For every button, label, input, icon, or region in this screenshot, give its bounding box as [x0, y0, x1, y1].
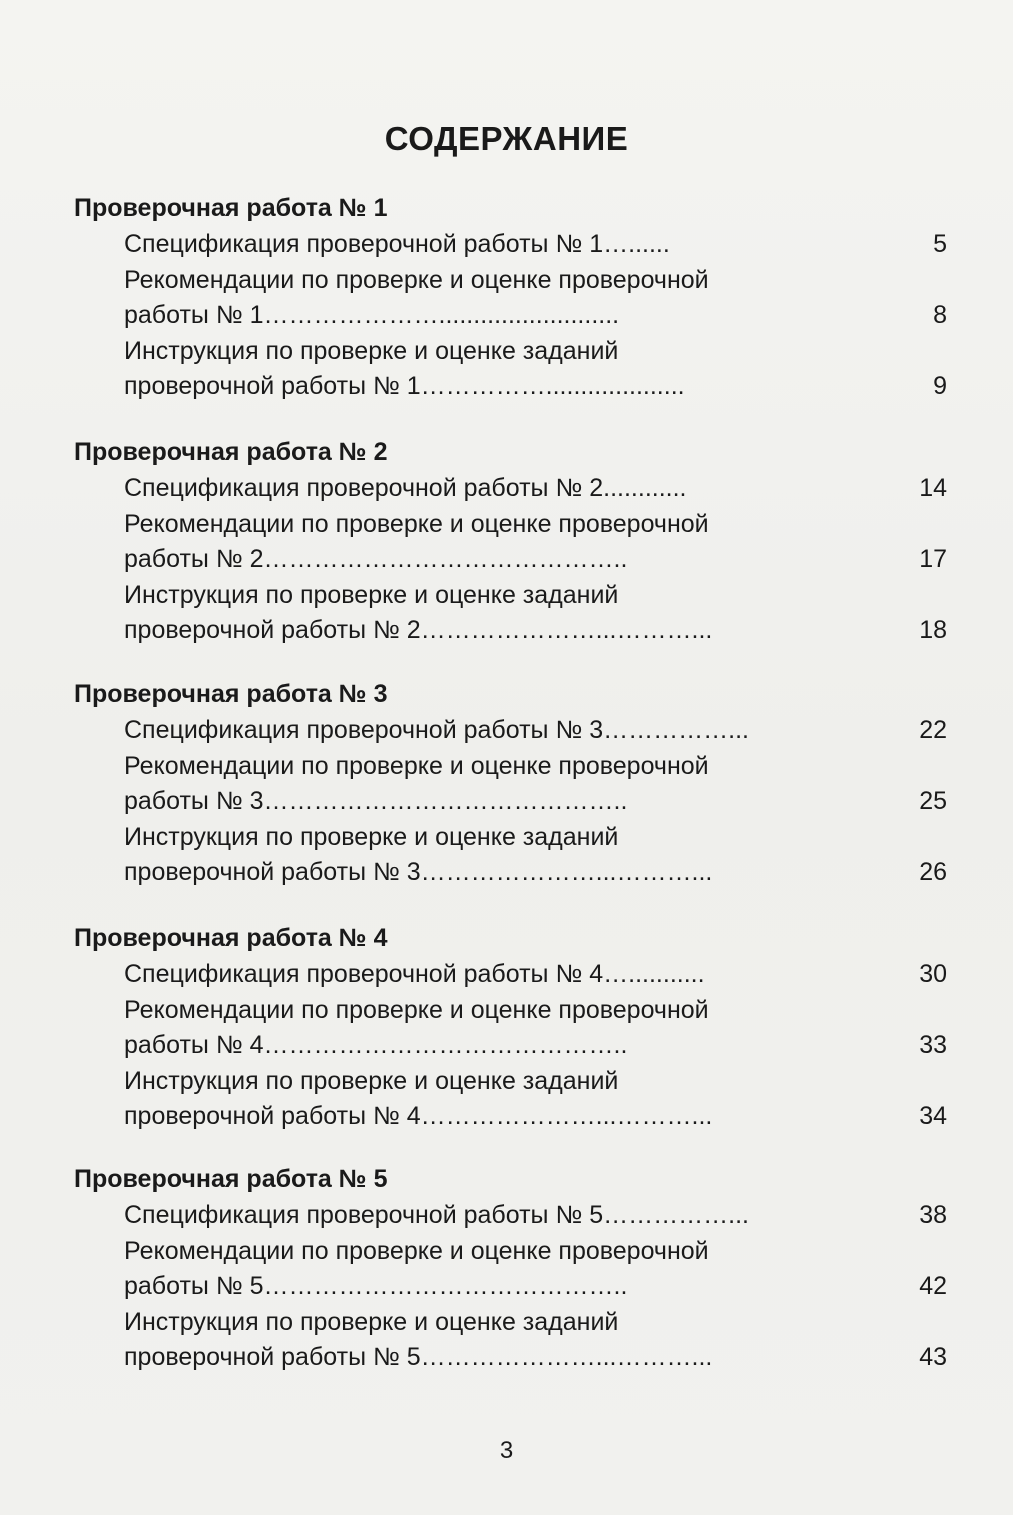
page-number: 9 — [933, 372, 947, 400]
toc-entry-line: работы № 3…………………………………….. — [124, 787, 628, 815]
page-title: СОДЕРЖАНИЕ — [384, 120, 629, 157]
page-number: 25 — [919, 787, 947, 815]
toc-entry-line: Рекомендации по проверке и оценке проверочной — [124, 752, 709, 780]
page-number: 5 — [933, 230, 947, 258]
toc-entry-line: работы № 5…………………………………….. — [124, 1272, 628, 1300]
page-number: 42 — [919, 1272, 947, 1300]
toc-entry-line: Рекомендации по проверке и оценке проверочной — [124, 1237, 709, 1265]
toc-entry-line: Инструкция по проверке и оценке заданий — [124, 337, 619, 365]
toc-entry-line: Инструкция по проверке и оценке заданий — [124, 1308, 619, 1336]
section-heading: Проверочная работа № 5 — [74, 1165, 388, 1193]
toc-entry-line: Спецификация проверочной работы № 4…........... — [124, 960, 705, 988]
toc-entry-line: работы № 4…………………………………….. — [124, 1031, 628, 1059]
page-number: 38 — [919, 1201, 947, 1229]
toc-entry-line: Спецификация проверочной работы № 2............ — [124, 474, 687, 502]
toc-entry-line: Инструкция по проверке и оценке заданий — [124, 1067, 619, 1095]
toc-entry-line: проверочной работы № 2…………………...………... — [124, 616, 713, 644]
section-heading: Проверочная работа № 3 — [74, 680, 388, 708]
toc-entry-line: проверочной работы № 4…………………...………... — [124, 1102, 713, 1130]
page-number: 26 — [919, 858, 947, 886]
toc-entry-line: проверочной работы № 5…………………...………... — [124, 1343, 713, 1371]
toc-entry-line: проверочной работы № 3…………………...………... — [124, 858, 713, 886]
page-number: 33 — [919, 1031, 947, 1059]
toc-entry-line: работы № 2…………………………………….. — [124, 545, 628, 573]
section-heading: Проверочная работа № 1 — [74, 194, 388, 222]
section-heading: Проверочная работа № 4 — [74, 924, 388, 952]
toc-entry-line: Спецификация проверочной работы № 5……………... — [124, 1201, 749, 1229]
page-number: 18 — [919, 616, 947, 644]
toc-entry-line: Спецификация проверочной работы № 3……………... — [124, 716, 749, 744]
toc-entry-line: Инструкция по проверке и оценке заданий — [124, 823, 619, 851]
page-number: 30 — [919, 960, 947, 988]
page-number: 43 — [919, 1343, 947, 1371]
page-number: 8 — [933, 301, 947, 329]
page-number: 17 — [919, 545, 947, 573]
toc-entry-line: Рекомендации по проверке и оценке проверочной — [124, 510, 709, 538]
page-number: 22 — [919, 716, 947, 744]
toc-entry-line: Спецификация проверочной работы № 1…...... — [124, 230, 670, 258]
page-number: 34 — [919, 1102, 947, 1130]
page-number: 14 — [919, 474, 947, 502]
section-heading: Проверочная работа № 2 — [74, 438, 388, 466]
toc-entry-line: Рекомендации по проверке и оценке проверочной — [124, 996, 709, 1024]
toc-entry-line: Инструкция по проверке и оценке заданий — [124, 581, 619, 609]
page-folio: 3 — [499, 1437, 514, 1464]
toc-entry-line: Рекомендации по проверке и оценке проверочной — [124, 266, 709, 294]
toc-entry-line: проверочной работы № 1…………….................... — [124, 372, 685, 400]
toc-entry-line: работы № 1………………….......................... — [124, 301, 620, 329]
